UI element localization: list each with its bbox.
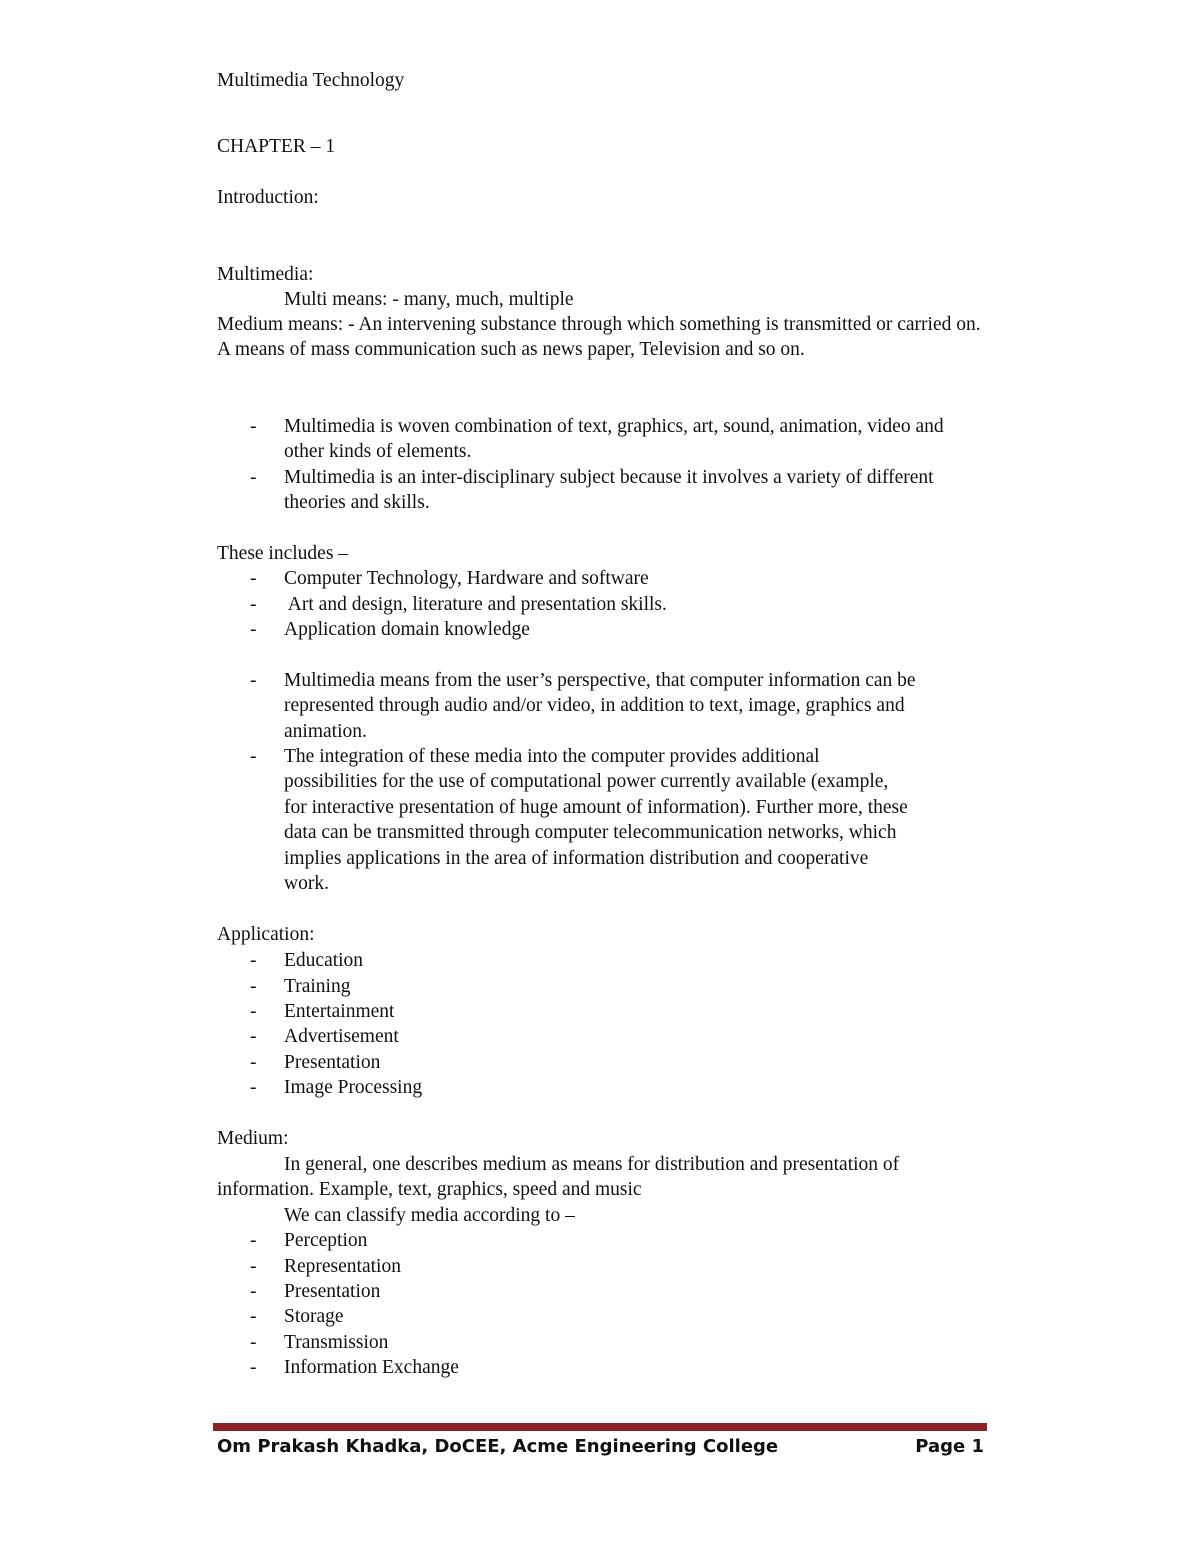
bullet-dash: - [250, 1001, 257, 1022]
bullet-dash: - [250, 976, 257, 997]
footer-page-number: Page 1 [915, 1436, 984, 1457]
medium-item: Presentation [284, 1281, 381, 1302]
footer-author: Om Prakash Khadka, DoCEE, Acme Engineering College [217, 1436, 779, 1457]
multi-means-line: Multi means: - many, much, multiple [284, 289, 574, 310]
application-item: Training [284, 976, 351, 997]
bullet-dash: - [250, 1357, 257, 1378]
bullet-dash: - [250, 950, 257, 971]
bullet-dash: - [250, 1281, 257, 1302]
includes-heading: These includes – [217, 543, 349, 564]
introduction-heading: Introduction: [217, 187, 319, 208]
chapter-heading: CHAPTER – 1 [217, 136, 336, 157]
bullet-dash: - [250, 670, 257, 691]
application-heading: Application: [217, 924, 315, 945]
application-item: Presentation [284, 1052, 381, 1073]
classify-line: We can classify media according to – [284, 1205, 575, 1226]
footer-divider [213, 1423, 987, 1431]
bullet-dash: - [250, 1332, 257, 1353]
bullet-dash: - [250, 619, 257, 640]
multimedia-heading: Multimedia: [217, 264, 314, 285]
bullet-dash: - [250, 416, 257, 437]
bullet-dash: - [250, 594, 257, 615]
bullet-dash: - [250, 1052, 257, 1073]
bullet-dash: - [250, 1026, 257, 1047]
application-item: Education [284, 950, 364, 971]
medium-heading: Medium: [217, 1128, 289, 1149]
includes-item: Computer Technology, Hardware and software [284, 568, 649, 589]
includes-item: Art and design, literature and presentation skills. [284, 594, 667, 615]
medium-item: Storage [284, 1306, 344, 1327]
bullet-dash: - [250, 746, 257, 767]
medium-item: Transmission [284, 1332, 389, 1353]
bullet-dash: - [250, 1077, 257, 1098]
medium-item: Representation [284, 1256, 401, 1277]
bullet-dash: - [250, 1306, 257, 1327]
application-item: Entertainment [284, 1001, 395, 1022]
medium-item: Perception [284, 1230, 368, 1251]
medium-means-paragraph: Medium means: - An intervening substance through which something is transmitted or carried on. A means of mass communication such as news paper, Television and so on. [217, 314, 981, 361]
bullet-dash: - [250, 467, 257, 488]
medium-paragraph-text: In general, one describes medium as means for distribution and presentation of information. Example, text, graphics, speed and music [217, 1154, 900, 1201]
application-item: Image Processing [284, 1077, 423, 1098]
bullet-dash: - [250, 1256, 257, 1277]
bullet-dash: - [250, 568, 257, 589]
multimedia-bullet: Multimedia is an inter-disciplinary subject because it involves a variety of different theories and skills. [284, 467, 934, 514]
user-perspective-bullet: Multimedia means from the user’s perspective, that computer information can be represented through audio and/or video, in addition to text, image, graphics and animation. [284, 670, 916, 742]
multimedia-bullet: Multimedia is woven combination of text, graphics, art, sound, animation, video and other kinds of elements. [284, 416, 944, 463]
medium-paragraph [217, 1152, 987, 1203]
document-header-title: Multimedia Technology [217, 70, 405, 91]
medium-item: Information Exchange [284, 1357, 459, 1378]
integration-bullet: The integration of these media into the computer provides additional possibilities for the use of computational power currently available (example, for interactive presentation of huge amount of information). Further more, these data can be transmitted through computer telecommunication networks, which implies applications in the area of information distribution and cooperative work. [284, 746, 908, 895]
bullet-dash: - [250, 1230, 257, 1251]
application-item: Advertisement [284, 1026, 399, 1047]
includes-item: Application domain knowledge [284, 619, 530, 640]
